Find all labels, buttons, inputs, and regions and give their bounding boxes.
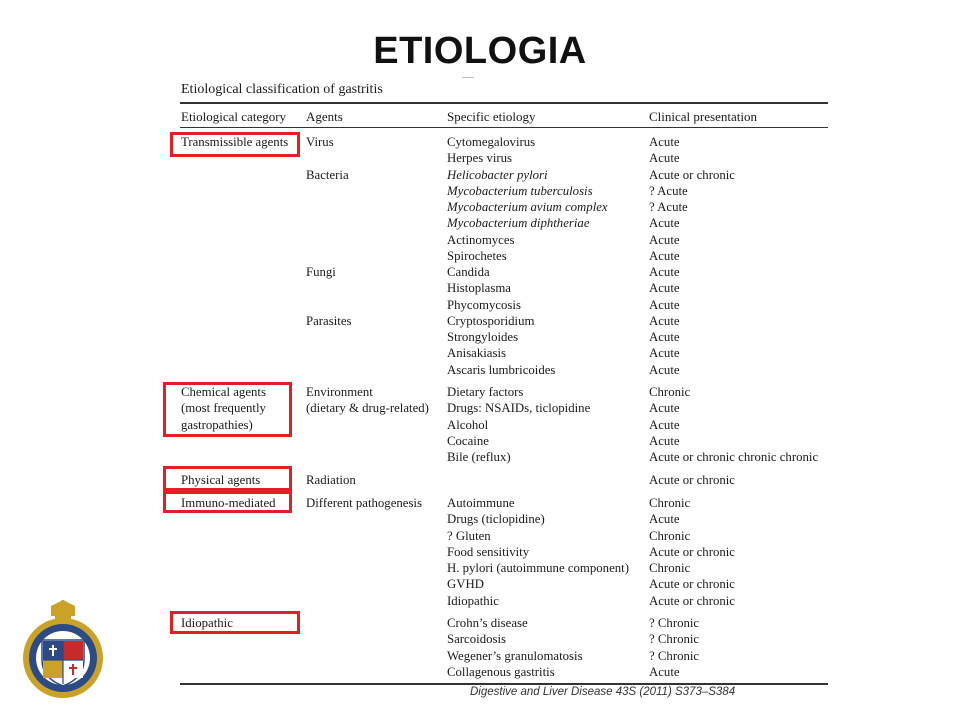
source-citation: Digestive and Liver Disease 43S (2011) S373–S384 (470, 686, 736, 698)
row-etiology: Actinomyces (447, 232, 515, 247)
row-category: Physical agents (181, 473, 261, 487)
row-presentation: Acute (649, 232, 680, 247)
row-presentation: Acute (649, 281, 680, 296)
row-presentation: ? Chronic (649, 632, 700, 647)
row-agent: Virus (306, 135, 334, 149)
row-presentation: Acute (649, 313, 680, 328)
table-top-rule (180, 102, 828, 104)
row-etiology: Wegener’s granulomatosis (447, 648, 583, 663)
row-etiology: Anisakiasis (447, 346, 507, 361)
row-etiology: Cytomegalovirus (447, 135, 536, 149)
row-agent: Radiation (306, 473, 356, 487)
row-presentation: ? Chronic (649, 648, 700, 663)
row-agent: Different pathogenesis (306, 496, 422, 510)
row-etiology: Drugs: NSAIDs, ticlopidine (447, 401, 591, 416)
row-presentation: Chronic (649, 528, 691, 543)
row-presentation: Acute (649, 512, 680, 527)
row-category: (most frequently (181, 401, 266, 416)
row-presentation: Chronic (649, 385, 691, 399)
row-presentation: Acute or chronic (649, 167, 735, 182)
row-etiology: Mycobacterium avium complex (447, 200, 608, 214)
row-etiology: Idiopathic (447, 593, 499, 608)
header-agents: Agents (306, 109, 343, 124)
row-presentation: ? Chronic (649, 616, 700, 630)
row-presentation: ? Acute (649, 183, 688, 198)
row-presentation: Acute or chronic (649, 473, 735, 487)
row-category: gastropathies) (181, 417, 253, 432)
row-etiology: Crohn’s disease (447, 616, 528, 630)
row-etiology: Sarcoidosis (447, 632, 507, 647)
row-etiology: Food sensitivity (447, 544, 530, 559)
row-etiology: Helicobacter pylori (447, 167, 548, 182)
row-etiology: Bile (reflux) (447, 450, 511, 464)
row-etiology: Phycomycosis (447, 297, 521, 312)
header-etiological-category: Etiological category (181, 109, 287, 124)
row-presentation: Acute or chronic (649, 593, 735, 608)
table-header-rule (180, 127, 828, 128)
row-agent: Fungi (306, 265, 336, 279)
row-presentation: Acute (649, 248, 680, 263)
row-agent: Environment (306, 385, 373, 399)
row-etiology: Candida (447, 265, 490, 279)
row-presentation: Acute (649, 664, 680, 679)
table-caption: Etiological classification of gastritis (181, 82, 383, 97)
row-presentation: Acute (649, 346, 680, 361)
table-bottom-rule (180, 683, 828, 685)
row-presentation: Acute (649, 362, 680, 377)
header-specific-etiology: Specific etiology (447, 109, 536, 124)
row-etiology: Autoimmune (447, 496, 515, 510)
row-etiology: Histoplasma (447, 281, 511, 296)
row-category: Immuno-mediated (181, 496, 276, 510)
row-etiology: Mycobacterium diphtheriae (447, 216, 590, 231)
row-presentation: Acute (649, 216, 680, 231)
row-agent: Bacteria (306, 167, 349, 182)
row-presentation: Acute or chronic (649, 577, 735, 592)
row-presentation: Acute (649, 417, 680, 432)
row-presentation: Acute (649, 401, 680, 416)
row-agent: (dietary & drug-related) (306, 401, 429, 416)
highlight-chemical-agents (163, 382, 292, 437)
row-etiology: Alcohol (447, 417, 489, 432)
row-presentation: Chronic (649, 496, 691, 510)
header-clinical-presentation: Clinical presentation (649, 109, 757, 124)
row-presentation: Acute (649, 433, 680, 448)
row-etiology: Strongyloides (447, 330, 519, 344)
row-etiology: Dietary factors (447, 385, 524, 399)
highlight-idiopathic (170, 611, 300, 634)
row-category: Chemical agents (181, 385, 266, 399)
row-presentation: Chronic (649, 561, 691, 575)
row-etiology: Ascaris lumbricoides (447, 362, 556, 377)
row-etiology: Cryptosporidium (447, 313, 535, 328)
row-presentation: Acute (649, 265, 680, 279)
row-presentation: Acute or chronic chronic chronic (649, 450, 819, 464)
row-presentation: Acute (649, 330, 680, 344)
row-etiology: H. pylori (autoimmune component) (447, 561, 629, 575)
row-presentation: ? Acute (649, 200, 688, 214)
row-presentation: Acute or chronic (649, 544, 735, 559)
row-etiology: Cocaine (447, 433, 489, 448)
slide-title: ETIOLOGIA (373, 30, 587, 72)
row-etiology: Mycobacterium tuberculosis (447, 183, 593, 198)
row-etiology: Collagenous gastritis (447, 664, 555, 679)
row-etiology: Drugs (ticlopidine) (447, 512, 545, 527)
caption-mark (462, 77, 474, 78)
row-etiology: ? Gluten (447, 528, 491, 543)
highlight-transmissible-agents (170, 132, 300, 157)
row-category: Idiopathic (181, 616, 233, 630)
row-category: Transmissible agents (181, 135, 289, 149)
row-agent: Parasites (306, 313, 352, 328)
row-etiology: GVHD (447, 577, 484, 592)
highlight-physical-agents (163, 466, 292, 491)
row-etiology: Herpes virus (447, 151, 513, 166)
row-presentation: Acute (649, 297, 680, 312)
row-presentation: Acute (649, 151, 680, 166)
row-etiology: Spirochetes (447, 248, 507, 263)
row-presentation: Acute (649, 135, 680, 149)
highlight-immuno-mediated (163, 491, 292, 513)
university-seal-logo (20, 598, 106, 700)
